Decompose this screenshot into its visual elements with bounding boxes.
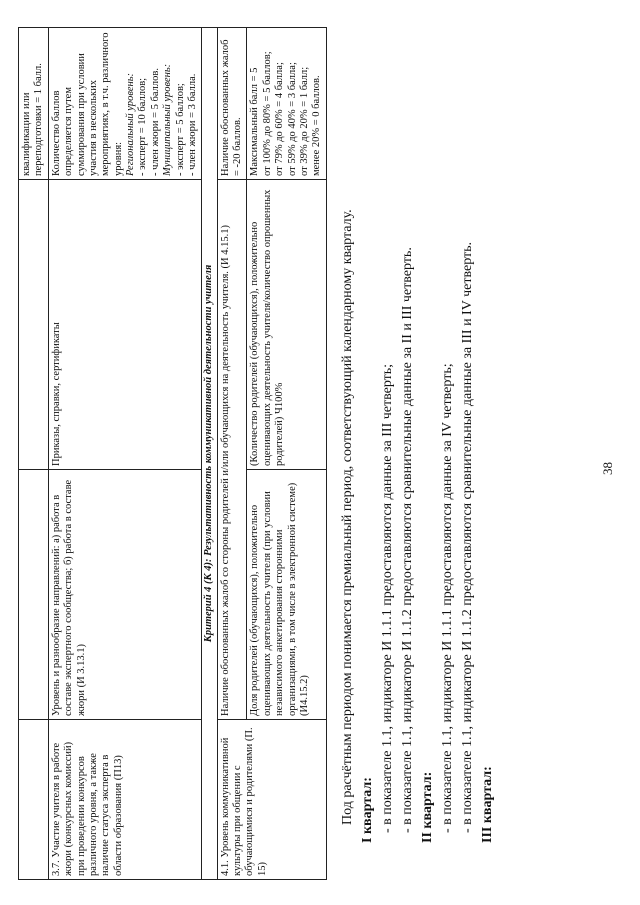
table-cell: 4.1. Уровень коммуникативной культуры при общении с обучающимися и родителями (П. 15)	[217, 720, 326, 880]
quarter-heading: I квартал:	[360, 777, 375, 843]
intro-paragraph: Под расчётным периодом понимается премиальный период, соответствующий календарному кварталу.	[340, 209, 355, 825]
cell-line: Максимальный балл = 5	[249, 67, 261, 176]
cell-line: - член жюри = 5 баллов.	[149, 68, 161, 176]
cell-line: - член жюри = 3 балла.	[186, 73, 198, 176]
table-cell: квалификации или переподготовки = 1 балл.	[19, 28, 49, 180]
table-cell: Уровень и разнообразие направлений: а) работа в составе экспертного сообщества; б) работа в составе жюри (И 3.13.1)	[48, 470, 202, 720]
list-item: - в показателе 1.1, индикаторе И 1.1.2 предоставляются сравнительные данные за II и III четверть.	[400, 247, 415, 833]
quarter-heading: II квартал:	[420, 771, 435, 843]
criterion-heading: Критерий 4 (К 4): Результативность коммуникативной деятельности учителя	[202, 28, 217, 880]
cell-line: от 100% до 80% = 5 баллов;	[261, 51, 273, 176]
table-row	[19, 28, 49, 880]
page-number: 38	[600, 462, 615, 475]
cell-line: от 39% до 20% = 1 балл;	[298, 66, 310, 176]
list-item: - в показателе 1.1, индикаторе И 1.1.2 предоставляются сравнительные данные за III и IV четверть.	[460, 241, 475, 833]
list-item: - в показателе 1.1, индикаторе И 1.1.1 предоставляются данные за IV четверть;	[440, 363, 455, 833]
table-cell	[19, 470, 49, 720]
quarter-heading: III квартал:	[480, 766, 495, 843]
table-cell	[247, 28, 326, 180]
cell-line: от 59% до 40% = 3 балла;	[286, 62, 298, 176]
table-row	[217, 28, 247, 880]
table-cell	[19, 720, 49, 880]
table-cell	[48, 28, 202, 180]
cell-line: Региональный уровень:	[125, 72, 136, 176]
table-cell: Наличие обоснованных жалоб со стороны родителей и/или обучающихся на деятельность учителя. (И 4.15.1)	[217, 180, 247, 720]
table-cell: Приказы, справки, сертификаты	[48, 180, 202, 470]
cell-line: - эксперт = 10 баллов;	[137, 77, 149, 176]
cell-line: Количество баллов определяется путем суммирования при условии участия в нескольких мероприятиях, в т.ч. различного уровня:	[50, 32, 124, 176]
list-item: - в показателе 1.1, индикаторе И 1.1.1 предоставляются данные за III четверть;	[380, 363, 395, 833]
cell-line: - эксперт = 5 баллов;	[174, 83, 186, 176]
cell-line: менее 20% = 0 баллов.	[311, 75, 323, 176]
table-cell: (Количество родителей (обучающихся), положительно оценивающих деятельность учителя/количество опрошенных родителей) Ч100%	[247, 180, 326, 470]
cell-line: от 79% до 60% = 4 балла;	[274, 62, 286, 176]
cell-line: Муниципальный уровень:	[162, 63, 174, 176]
criterion-row	[202, 28, 217, 880]
table-row	[48, 28, 202, 880]
notes-section	[338, 43, 498, 843]
table-cell: 3.7. Участие учителя в работе жюри (конкурсных комиссий) при проведении конкурсов различного уровня, а также наличие статуса эксперта в области образования (П13)	[48, 720, 202, 880]
table-cell	[19, 180, 49, 470]
table-cell: Наличие обоснованных жалоб = -20 баллов.	[217, 28, 247, 180]
table-cell: Доля родителей (обучающихся), положительно оценивающих деятельность учителя (при условии независимого анкетирования сторонними организациями, в том числе в электронной системе) (И4.15.2)	[247, 470, 326, 720]
criteria-table	[18, 27, 327, 880]
